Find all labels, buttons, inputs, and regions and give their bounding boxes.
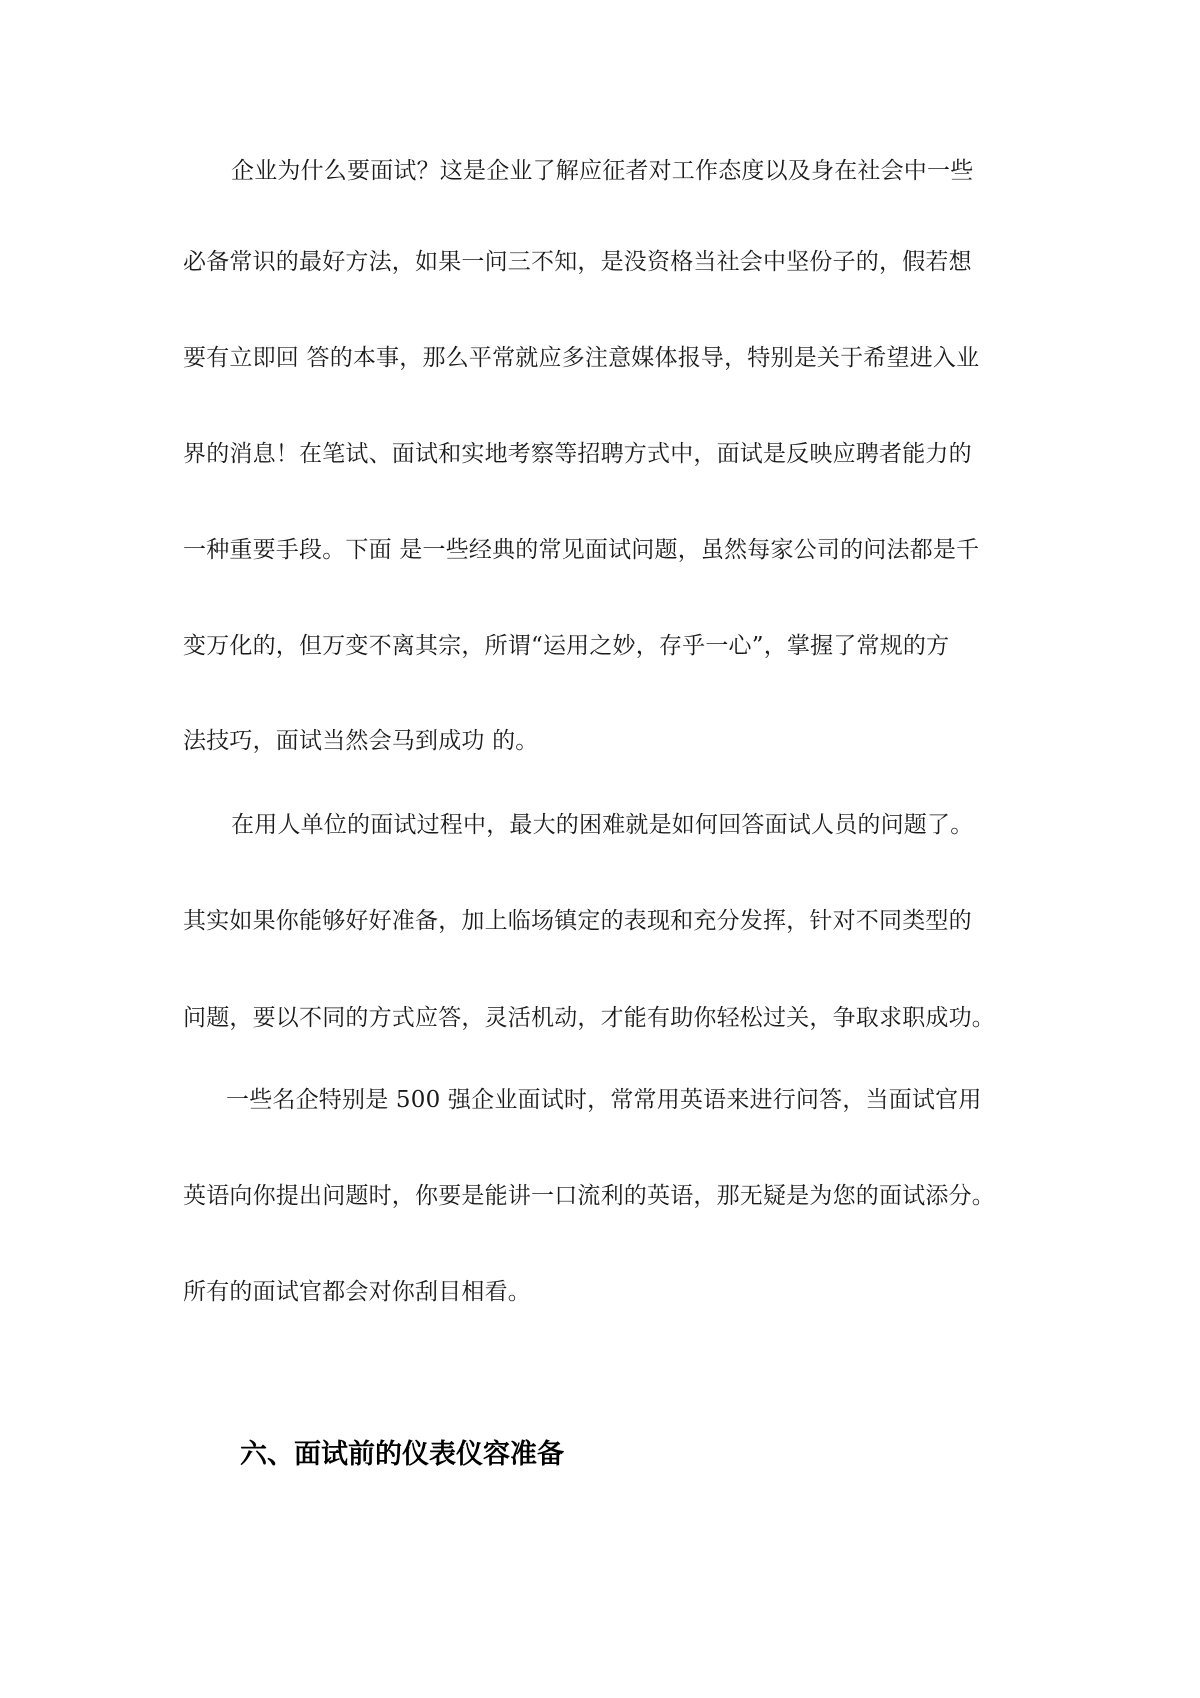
paragraph-2-line-3: 问题，要以不同的方式应答，灵活机动，才能有助你轻松过关，争取求职成功。 [183, 1005, 995, 1031]
paragraph-2-line-2: 其实如果你能够好好准备，加上临场镇定的表现和充分发挥，针对不同类型的 [183, 908, 972, 934]
paragraph-1-line-2: 必备常识的最好方法，如果一问三不知，是没资格当社会中坚份子的，假若想 [183, 249, 972, 275]
paragraph-1-line-5: 一种重要手段。下面 是一些经典的常见面试问题，虽然每家公司的问法都是千 [183, 537, 980, 563]
section-heading: 六、面试前的仪表仪容准备 [240, 1439, 564, 1470]
paragraph-1-line-4: 界的消息！在笔试、面试和实地考察等招聘方式中，面试是反映应聘者能力的 [183, 441, 972, 467]
paragraph-3-line-2: 英语向你提出问题时，你要是能讲一口流利的英语，那无疑是为您的面试添分。 [183, 1183, 995, 1209]
paragraph-3-line-3: 所有的面试官都会对你刮目相看。 [183, 1279, 531, 1305]
paragraph-1-line-6: 变万化的，但万变不离其宗，所谓“运用之妙，存乎一心”，掌握了常规的方 [183, 633, 950, 659]
paragraph-3-line-1: 一些名企特别是 500 强企业面试时，常常用英语来进行问答，当面试官用 [226, 1087, 982, 1113]
paragraph-1-line-1: 企业为什么要面试？这是企业了解应征者对工作态度以及身在社会中一些 [231, 158, 974, 184]
paragraph-2-line-1: 在用人单位的面试过程中，最大的困难就是如何回答面试人员的问题了。 [231, 812, 974, 838]
paragraph-1-line-3: 要有立即回 答的本事，那么平常就应多注意媒体报导，特别是关于希望进入业 [183, 345, 980, 371]
paragraph-1-line-7: 法技巧，面试当然会马到成功 的。 [183, 728, 539, 754]
